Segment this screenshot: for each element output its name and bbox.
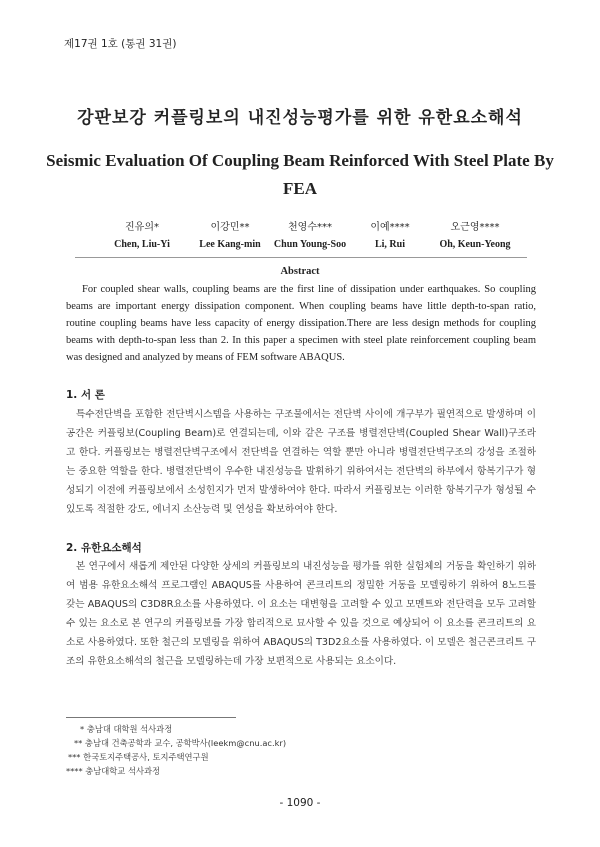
author-1 (97, 218, 187, 250)
author-name-ko: 이예**** (370, 222, 410, 233)
section-text-introduction: 특수전단벽을 포함한 전단벽시스템을 사용하는 구조물에서는 전단벽 사이에 개구부가 필연적으로 발생하며 이 공간은 커플링보(Coupling Beam)로 연결되는데, 이와 같은 구조를 병렬전단벽(Coupled Shear Wall)구조라고 한다. 커플링보는 병렬전단벽구조에서 전단벽을 연결하는 역할 뿐만 아니라 병렬전단벽구조의 강성을 조절하는 중요한 역할을 한다. 병렬전단벽이 우수한 내진성능을 발휘하기 위하여서는 전단벽의 하부에서 항복기구가 형성되기 이전에 커플링보에서 소성힌지가 먼저 발생하여야 한다. 따라서 커플링보는 이러한 항복기구가 형성될 수 있도록 적절한 강도, 에너지 소산능력 및 연성을 확보하여야 한다. (66, 409, 536, 515)
volume-header: 제17권 1호 (통권 31권) (64, 38, 177, 50)
korean-title: 강판보강 커플링보의 내진성능평가를 위한 유한요소해석 (77, 108, 523, 128)
section-heading-fea: 2. 유한요소해석 (66, 542, 142, 554)
title-divider (75, 257, 527, 258)
author-name-en: Lee Kang-min (199, 239, 261, 250)
footnote-divider (66, 717, 236, 718)
section-heading-introduction: 1. 서 론 (66, 389, 105, 401)
section-text-fea: 본 연구에서 새롭게 제안된 다양한 상세의 커플링보의 내진성능을 평가를 위한 실험체의 거동을 확인하기 위하여 범용 유한요소해석 프로그램인 ABAQUS를 사용하여 콘크리트의 정밀한 거동을 모델링하기 위하여 8노드를 갖는 ABAQUS의 C3D8R요소를 사용하였다. 이 요소는 대변형을 고려할 수 있고 모멘트와 전단력을 모두 고려할 수 있는 요소로 본 연구의 커플링보를 가장 합리적으로 묘사할 수 있을 것으로 예상되어 이 요소를 콘크리트의 요소로 사용하였다. 또한 철근의 모델링을 위하여 ABAQUS의 T3D2요소를 사용하였다. 이 모델은 철근콘크리트 구조의 유한요소해석의 철근을 모델링하는데 가장 보편적으로 사용되는 요소이다. (66, 561, 536, 667)
footnote-3: *** 한국토지주택공사, 토지주택연구원 (68, 752, 209, 762)
author-name-en: Chun Young-Soo (273, 239, 347, 250)
author-name-ko: 오근영**** (450, 222, 500, 233)
author-4 (350, 218, 430, 250)
author-3 (255, 218, 365, 250)
author-name-ko: 천영수*** (288, 222, 332, 233)
footnotes (66, 722, 286, 778)
page-number: - 1090 - (279, 797, 321, 809)
author-name-en: Chen, Liu-Yi (114, 239, 170, 250)
footnote-1: * 충남대 대학원 석사과정 (80, 724, 173, 734)
footnote-4: **** 충남대학교 석사과정 (66, 766, 161, 776)
author-name-en: Oh, Keun-Yeong (439, 239, 511, 250)
author-name-ko: 이강민** (210, 222, 250, 233)
author-5 (420, 218, 530, 250)
abstract-heading: Abstract (280, 266, 320, 277)
footnote-2: ** 충남대 건축공학과 교수, 공학박사(leekm@cnu.ac.kr) (74, 738, 287, 748)
author-name-ko: 진유의* (125, 222, 159, 233)
author-name-en: Li, Rui (374, 239, 405, 250)
abstract-text: For coupled shear walls, coupling beams are the first line of dissipation under earthquakes. So coupling beams are important energy dissipation component. When coupling beams have little depth-to-span ratio, routine coupling beams have less capacity of energy dissipation.There are less design methods for coupling beams with depth-to-span less than 2. In this paper a specimen with steel plate reinforcement coupling beam was designed and analyzed by means of FEM software ABAQUS. (66, 284, 536, 363)
english-title: Seismic Evaluation Of Coupling Beam Reinforced With Steel Plate By FEA (46, 151, 554, 198)
